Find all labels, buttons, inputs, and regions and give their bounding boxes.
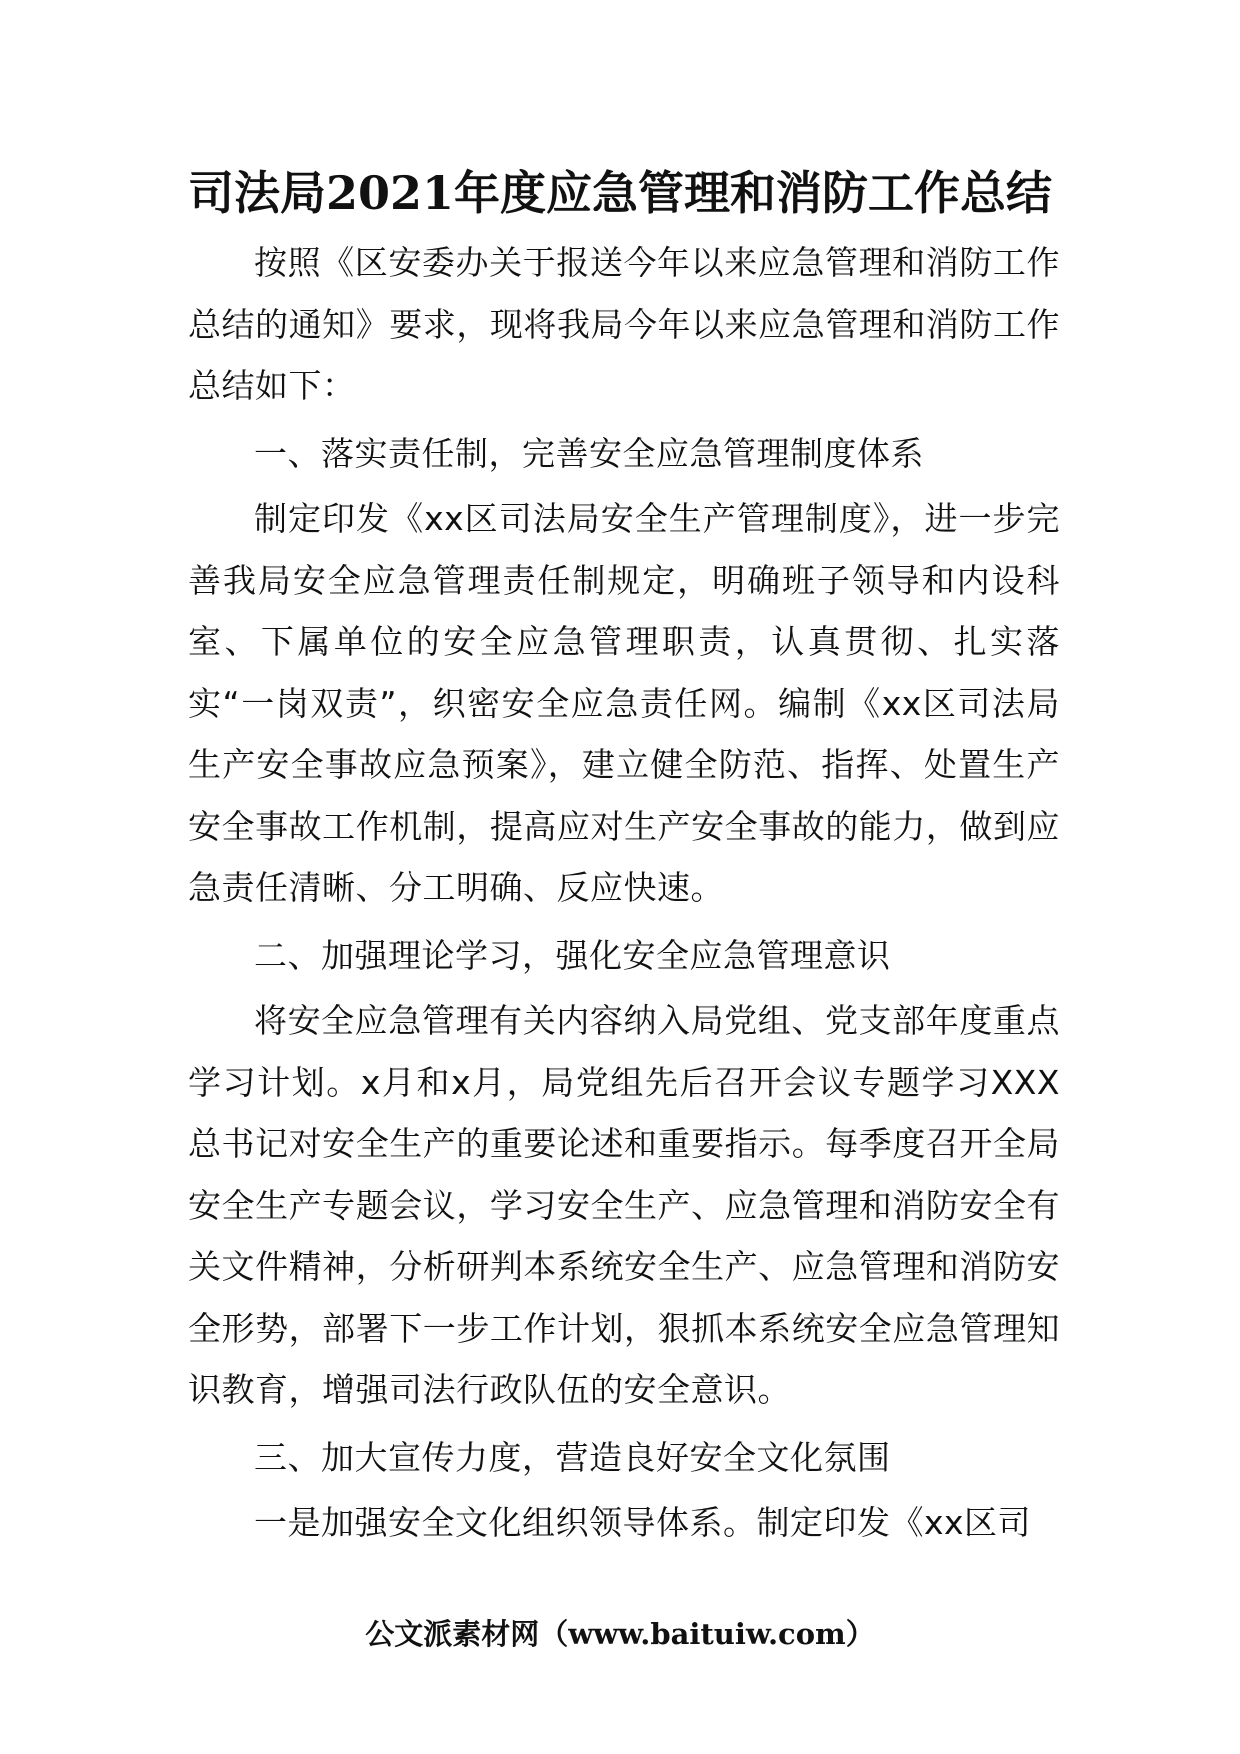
section-heading-1: 一、落实责任制，完善安全应急管理制度体系 [254,433,924,473]
paragraph-section-1: 制定印发《xx区司法局安全生产管理制度》，进一步完善我局安全应急管理责任制规定，明确班子领导和内设科室、下属单位的安全应急管理职责，认真贯彻、扎实落实“一岗双责”，织密安全应急责任网。编制《xx区司法局生产安全事故应急预案》，建立健全防范、指挥、处置生产安全事故工作机制，提高应对生产安全事故的能力，做到应急责任清晰、分工明确、反应快速。 [188,499,1060,907]
watermark-footer: 公文派素材网（www.baituiw.com） [365,1617,875,1651]
section-heading-3: 三、加大宣传力度，营造良好安全文化氛围 [254,1437,891,1477]
document-body [188,232,1060,1554]
paragraph-intro: 按照《区安委办关于报送今年以来应急管理和消防工作总结的通知》要求，现将我局今年以来应急管理和消防工作总结如下： [188,243,1060,405]
document-title: 司法局2021年度应急管理和消防工作总结 [187,166,1053,220]
section-heading-2: 二、加强理论学习，强化安全应急管理意识 [254,935,891,975]
paragraph-section-2: 将安全应急管理有关内容纳入局党组、党支部年度重点学习计划。x月和x月，局党组先后召开会议专题学习XXX总书记对安全生产的重要论述和重要指示。每季度召开全局安全生产专题会议，学习安全生产、应急管理和消防安全有关文件精神，分析研判本系统安全生产、应急管理和消防安全形势，部署下一步工作计划，狠抓本系统安全应急管理知识教育，增强司法行政队伍的安全意识。 [188,1001,1060,1409]
paragraph-section-3: 一是加强安全文化组织领导体系。制定印发《xx区司 [254,1503,1032,1542]
